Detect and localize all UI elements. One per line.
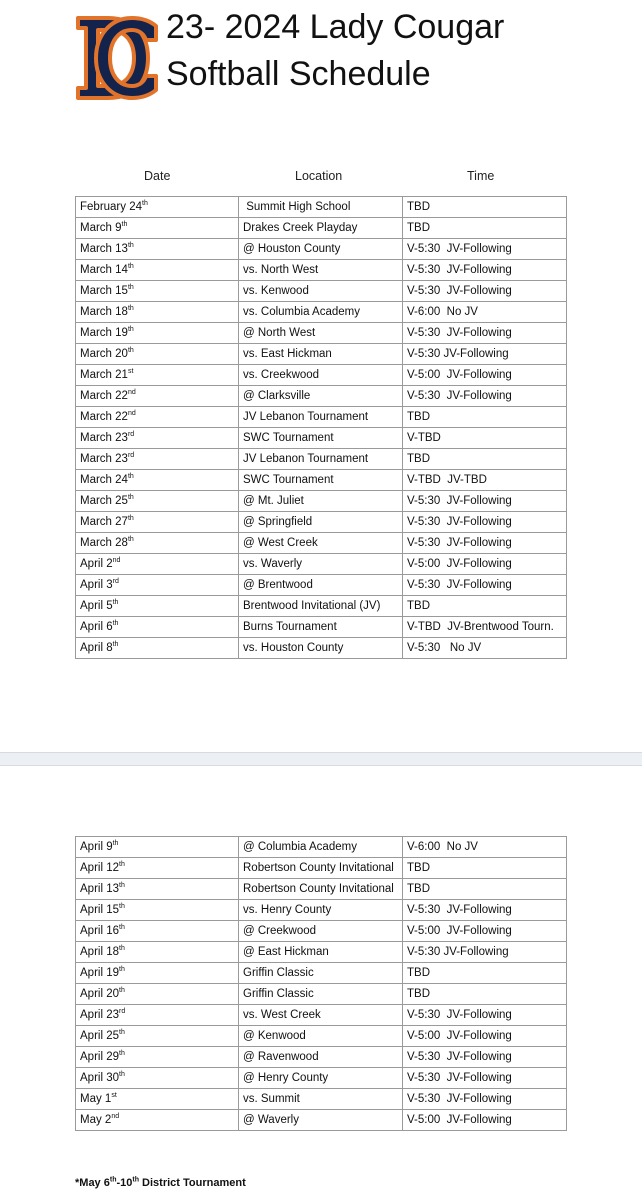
location-cell: @ East Hickman bbox=[239, 942, 403, 963]
time-cell: TBD bbox=[403, 197, 567, 218]
date-ordinal-suffix: th bbox=[112, 620, 119, 628]
date-text: March 23 bbox=[80, 432, 128, 444]
time-cell: V-5:30 JV-Following bbox=[403, 942, 567, 963]
schedule-row bbox=[76, 1047, 567, 1068]
date-cell bbox=[76, 197, 239, 218]
date-ordinal-suffix: th bbox=[127, 536, 134, 544]
date-ordinal-suffix: th bbox=[127, 473, 134, 481]
date-cell bbox=[76, 575, 239, 596]
date-text: April 12 bbox=[80, 862, 119, 874]
date-ordinal-suffix: rd bbox=[119, 1008, 126, 1016]
schedule-row bbox=[76, 879, 567, 900]
date-ordinal-suffix: rd bbox=[127, 431, 135, 439]
schedule-row bbox=[76, 963, 567, 984]
schedule-row bbox=[76, 344, 567, 365]
date-ordinal-suffix: nd bbox=[111, 1113, 120, 1121]
date-ordinal-suffix: th bbox=[112, 641, 119, 649]
date-cell bbox=[76, 260, 239, 281]
time-cell: TBD bbox=[403, 407, 567, 428]
date-cell bbox=[76, 470, 239, 491]
schedule-row bbox=[76, 491, 567, 512]
page-break bbox=[0, 752, 642, 766]
date-cell bbox=[76, 1005, 239, 1026]
date-cell bbox=[76, 344, 239, 365]
location-cell: Griffin Classic bbox=[239, 984, 403, 1005]
date-ordinal-suffix: nd bbox=[127, 389, 136, 397]
time-cell: V-5:30 JV-Following bbox=[403, 491, 567, 512]
date-cell bbox=[76, 879, 239, 900]
location-cell: vs. Creekwood bbox=[239, 365, 403, 386]
date-ordinal-suffix: th bbox=[119, 924, 125, 932]
date-cell bbox=[76, 407, 239, 428]
schedule-row bbox=[76, 470, 567, 491]
date-cell bbox=[76, 617, 239, 638]
location-cell: vs. East Hickman bbox=[239, 344, 403, 365]
schedule-row bbox=[76, 239, 567, 260]
date-cell bbox=[76, 984, 239, 1005]
date-ordinal-suffix: th bbox=[127, 242, 134, 250]
time-cell: V-5:30 JV-Following bbox=[403, 1047, 567, 1068]
date-text: March 22 bbox=[80, 411, 128, 423]
date-text: March 9 bbox=[80, 222, 122, 234]
footnote-middle: -10 bbox=[116, 1177, 133, 1189]
date-text: March 14 bbox=[80, 264, 128, 276]
schedule-row bbox=[76, 575, 567, 596]
schedule-row bbox=[76, 449, 567, 470]
date-text: April 30 bbox=[80, 1072, 119, 1084]
date-cell bbox=[76, 386, 239, 407]
location-cell: @ Columbia Academy bbox=[239, 837, 403, 858]
time-cell: TBD bbox=[403, 218, 567, 239]
date-text: March 25 bbox=[80, 495, 128, 507]
time-cell: V-5:30 JV-Following bbox=[403, 1068, 567, 1089]
time-cell: TBD bbox=[403, 858, 567, 879]
location-cell: vs. Kenwood bbox=[239, 281, 403, 302]
location-cell: SWC Tournament bbox=[239, 428, 403, 449]
date-cell bbox=[76, 963, 239, 984]
time-cell: V-5:00 JV-Following bbox=[403, 1110, 567, 1131]
location-cell: @ Mt. Juliet bbox=[239, 491, 403, 512]
time-cell: V-5:30 JV-Following bbox=[403, 344, 567, 365]
schedule-row bbox=[76, 638, 567, 659]
schedule-row bbox=[76, 837, 567, 858]
date-cell bbox=[76, 837, 239, 858]
dc-logo bbox=[74, 10, 158, 106]
location-cell: @ North West bbox=[239, 323, 403, 344]
date-cell bbox=[76, 302, 239, 323]
date-cell bbox=[76, 1089, 239, 1110]
time-cell: V-5:30 JV-Following bbox=[403, 323, 567, 344]
schedule-row bbox=[76, 386, 567, 407]
page-title bbox=[166, 4, 504, 98]
date-cell bbox=[76, 218, 239, 239]
date-cell bbox=[76, 554, 239, 575]
time-cell: V-TBD JV-Brentwood Tourn. bbox=[403, 617, 567, 638]
date-cell bbox=[76, 449, 239, 470]
date-ordinal-suffix: th bbox=[119, 882, 125, 890]
time-cell: V-5:30 JV-Following bbox=[403, 1005, 567, 1026]
location-cell: Brentwood Invitational (JV) bbox=[239, 596, 403, 617]
location-cell: vs. Columbia Academy bbox=[239, 302, 403, 323]
title-line-2: Softball Schedule bbox=[166, 55, 431, 93]
date-ordinal-suffix: st bbox=[111, 1092, 117, 1100]
time-cell: V-5:30 JV-Following bbox=[403, 260, 567, 281]
location-cell: @ Creekwood bbox=[239, 921, 403, 942]
time-cell: V-5:00 JV-Following bbox=[403, 1026, 567, 1047]
date-text: April 9 bbox=[80, 841, 113, 853]
date-ordinal-suffix: th bbox=[112, 840, 119, 848]
time-cell: V-5:00 JV-Following bbox=[403, 365, 567, 386]
date-text: April 5 bbox=[80, 600, 113, 612]
schedule-row bbox=[76, 281, 567, 302]
schedule-body-1 bbox=[76, 197, 567, 659]
footnote-sup-2: th bbox=[132, 1176, 139, 1184]
date-ordinal-suffix: th bbox=[127, 263, 134, 271]
date-ordinal-suffix: th bbox=[119, 1029, 125, 1037]
schedule-row bbox=[76, 260, 567, 281]
schedule-row bbox=[76, 921, 567, 942]
date-text: March 27 bbox=[80, 516, 128, 528]
date-text: April 19 bbox=[80, 967, 119, 979]
date-cell bbox=[76, 491, 239, 512]
date-ordinal-suffix: st bbox=[127, 368, 134, 376]
date-cell bbox=[76, 638, 239, 659]
date-ordinal-suffix: th bbox=[127, 284, 134, 292]
schedule-row bbox=[76, 858, 567, 879]
time-cell: V-6:00 No JV bbox=[403, 837, 567, 858]
schedule-row bbox=[76, 407, 567, 428]
time-cell: TBD bbox=[403, 963, 567, 984]
time-cell: TBD bbox=[403, 879, 567, 900]
location-cell: @ Henry County bbox=[239, 1068, 403, 1089]
schedule-row bbox=[76, 197, 567, 218]
time-cell: V-5:30 JV-Following bbox=[403, 1089, 567, 1110]
location-cell: @ West Creek bbox=[239, 533, 403, 554]
date-text: April 3 bbox=[80, 579, 113, 591]
date-ordinal-suffix: th bbox=[142, 200, 148, 208]
date-ordinal-suffix: th bbox=[119, 987, 125, 995]
date-cell bbox=[76, 596, 239, 617]
date-text: March 23 bbox=[80, 453, 128, 465]
date-text: March 24 bbox=[80, 474, 128, 486]
date-text: May 1 bbox=[80, 1093, 112, 1105]
date-text: March 15 bbox=[80, 285, 128, 297]
schedule-row bbox=[76, 984, 567, 1005]
schedule-row bbox=[76, 900, 567, 921]
date-text: April 6 bbox=[80, 621, 113, 633]
date-ordinal-suffix: th bbox=[119, 903, 125, 911]
schedule-row bbox=[76, 1026, 567, 1047]
date-text: March 13 bbox=[80, 243, 128, 255]
schedule-row bbox=[76, 942, 567, 963]
date-cell bbox=[76, 900, 239, 921]
location-cell: @ Kenwood bbox=[239, 1026, 403, 1047]
time-cell: V-5:30 JV-Following bbox=[403, 900, 567, 921]
time-cell: V-TBD JV-TBD bbox=[403, 470, 567, 491]
time-cell: V-5:30 JV-Following bbox=[403, 239, 567, 260]
date-text: March 19 bbox=[80, 327, 128, 339]
time-cell: TBD bbox=[403, 449, 567, 470]
schedule-row bbox=[76, 1110, 567, 1131]
schedule-row bbox=[76, 617, 567, 638]
date-text: April 13 bbox=[80, 883, 119, 895]
schedule-row bbox=[76, 302, 567, 323]
date-text: April 15 bbox=[80, 904, 119, 916]
date-ordinal-suffix: th bbox=[127, 347, 134, 355]
date-cell bbox=[76, 1026, 239, 1047]
date-cell bbox=[76, 942, 239, 963]
date-text: April 16 bbox=[80, 925, 119, 937]
date-cell bbox=[76, 512, 239, 533]
date-text: March 22 bbox=[80, 390, 128, 402]
schedule-row bbox=[76, 1005, 567, 1026]
location-cell: Drakes Creek Playday bbox=[239, 218, 403, 239]
date-text: April 23 bbox=[80, 1009, 119, 1021]
time-cell: V-6:00 No JV bbox=[403, 302, 567, 323]
date-ordinal-suffix: th bbox=[127, 326, 134, 334]
date-cell bbox=[76, 1068, 239, 1089]
date-cell bbox=[76, 281, 239, 302]
date-ordinal-suffix: th bbox=[127, 515, 134, 523]
schedule-row bbox=[76, 554, 567, 575]
schedule-row bbox=[76, 1068, 567, 1089]
date-text: April 18 bbox=[80, 946, 119, 958]
date-ordinal-suffix: th bbox=[119, 1071, 125, 1079]
date-text: April 2 bbox=[80, 558, 113, 570]
date-ordinal-suffix: th bbox=[121, 221, 128, 229]
time-cell: V-5:30 JV-Following bbox=[403, 512, 567, 533]
date-cell bbox=[76, 1110, 239, 1131]
location-cell: @ Ravenwood bbox=[239, 1047, 403, 1068]
schedule-row bbox=[76, 512, 567, 533]
date-text: April 8 bbox=[80, 642, 113, 654]
time-cell: V-5:00 JV-Following bbox=[403, 554, 567, 575]
date-text: April 20 bbox=[80, 988, 119, 1000]
location-cell: @ Springfield bbox=[239, 512, 403, 533]
date-ordinal-suffix: th bbox=[119, 861, 125, 869]
time-cell: V-5:00 JV-Following bbox=[403, 921, 567, 942]
location-cell: @ Clarksville bbox=[239, 386, 403, 407]
time-cell: V-5:30 JV-Following bbox=[403, 386, 567, 407]
date-text: March 20 bbox=[80, 348, 128, 360]
schedule-row bbox=[76, 596, 567, 617]
location-cell: JV Lebanon Tournament bbox=[239, 449, 403, 470]
time-cell: TBD bbox=[403, 596, 567, 617]
time-cell: V-TBD bbox=[403, 428, 567, 449]
time-cell: V-5:30 No JV bbox=[403, 638, 567, 659]
location-cell: vs. Henry County bbox=[239, 900, 403, 921]
date-cell bbox=[76, 858, 239, 879]
column-header-date: Date bbox=[144, 169, 171, 183]
location-cell: vs. Waverly bbox=[239, 554, 403, 575]
footnote-suffix: District Tournament bbox=[138, 1177, 246, 1189]
time-cell: V-5:30 JV-Following bbox=[403, 281, 567, 302]
date-ordinal-suffix: th bbox=[112, 599, 119, 607]
district-tournament-note bbox=[75, 1177, 246, 1189]
date-text: March 18 bbox=[80, 306, 128, 318]
location-cell: vs. North West bbox=[239, 260, 403, 281]
location-cell: SWC Tournament bbox=[239, 470, 403, 491]
location-cell: @ Houston County bbox=[239, 239, 403, 260]
date-text: May 2 bbox=[80, 1114, 112, 1126]
schedule-row bbox=[76, 218, 567, 239]
date-cell bbox=[76, 533, 239, 554]
location-cell: vs. Houston County bbox=[239, 638, 403, 659]
location-cell: @ Waverly bbox=[239, 1110, 403, 1131]
column-header-location: Location bbox=[295, 169, 343, 183]
date-ordinal-suffix: rd bbox=[127, 452, 135, 460]
location-cell: Burns Tournament bbox=[239, 617, 403, 638]
location-cell: Summit High School bbox=[239, 197, 403, 218]
location-cell: vs. Summit bbox=[239, 1089, 403, 1110]
location-cell: JV Lebanon Tournament bbox=[239, 407, 403, 428]
schedule-row bbox=[76, 1089, 567, 1110]
schedule-table-1 bbox=[75, 196, 567, 659]
date-cell bbox=[76, 921, 239, 942]
location-cell: Griffin Classic bbox=[239, 963, 403, 984]
date-text: March 28 bbox=[80, 537, 128, 549]
location-cell: Robertson County Invitational bbox=[239, 858, 403, 879]
location-cell: vs. West Creek bbox=[239, 1005, 403, 1026]
date-cell bbox=[76, 239, 239, 260]
date-ordinal-suffix: nd bbox=[127, 410, 136, 418]
date-text: March 21 bbox=[80, 369, 128, 381]
footnote-sup-1: th bbox=[109, 1176, 117, 1184]
date-cell bbox=[76, 428, 239, 449]
schedule-row bbox=[76, 323, 567, 344]
location-cell: Robertson County Invitational bbox=[239, 879, 403, 900]
date-cell bbox=[76, 323, 239, 344]
schedule-row bbox=[76, 365, 567, 386]
date-cell bbox=[76, 1047, 239, 1068]
schedule-row bbox=[76, 428, 567, 449]
date-ordinal-suffix: rd bbox=[112, 578, 119, 586]
time-cell: V-5:30 JV-Following bbox=[403, 575, 567, 596]
schedule-table-2 bbox=[75, 836, 567, 1131]
date-ordinal-suffix: th bbox=[127, 305, 134, 313]
date-text: April 25 bbox=[80, 1030, 119, 1042]
footnote-prefix: *May 6 bbox=[75, 1177, 110, 1189]
date-ordinal-suffix: th bbox=[119, 1050, 125, 1058]
location-cell: @ Brentwood bbox=[239, 575, 403, 596]
date-ordinal-suffix: th bbox=[127, 494, 134, 502]
date-text: April 29 bbox=[80, 1051, 119, 1063]
title-line-1: 23- 2024 Lady Cougar bbox=[166, 8, 505, 46]
column-header-time: Time bbox=[467, 169, 495, 183]
date-ordinal-suffix: th bbox=[119, 945, 125, 953]
schedule-body-2 bbox=[76, 837, 567, 1131]
date-ordinal-suffix: th bbox=[119, 966, 125, 974]
time-cell: V-5:30 JV-Following bbox=[403, 533, 567, 554]
date-text: February 24 bbox=[80, 201, 143, 213]
date-ordinal-suffix: nd bbox=[112, 557, 121, 565]
time-cell: TBD bbox=[403, 984, 567, 1005]
date-cell bbox=[76, 365, 239, 386]
schedule-row bbox=[76, 533, 567, 554]
